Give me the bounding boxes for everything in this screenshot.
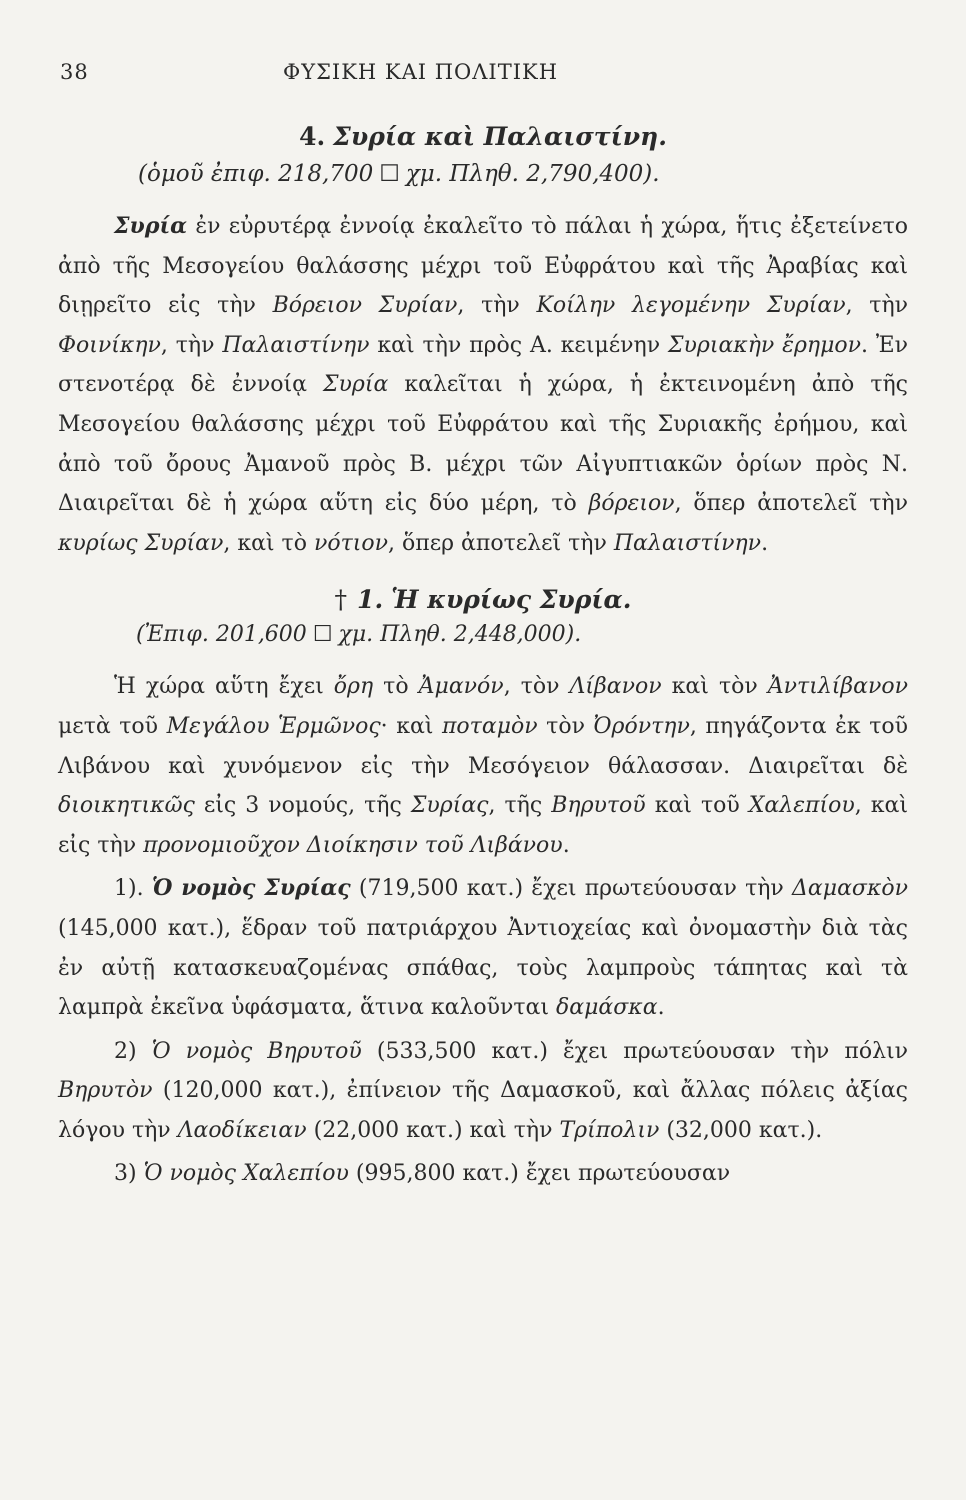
text-run: καλεῖται ἡ χώρα, ἡ ἐκτεινομένη ἀπὸ τῆς Μεσογείου θαλάσσης μέχρι τοῦ Εὐφράτου καὶ τῆς Συριακῆς ἐρήμου, καὶ ἀπὸ τοῦ ὄρους Ἀμανοῦ πρὸς Β. μέχρι τῶν Αἰγυπτιακῶν ὁρίων πρὸς Ν. Διαιρεῖται δὲ ἡ χώρα αὕτη εἰς δύο μέρη, τὸ (58, 372, 908, 517)
text-run: , καὶ εἰς τὴν (58, 793, 908, 858)
text-run: · καὶ (380, 713, 442, 739)
italic-term: Χαλεπίου (748, 793, 855, 819)
text-run: ἐν εὐρυτέρᾳ ἐννοίᾳ ἐκαλεῖτο τὸ πάλαι ἡ χώρα, ἥτις ἐξετείνετο ἀπὸ τῆς Μεσογείου θαλάσσης μέχρι τοῦ Εὐφράτου καὶ τῆς Ἀραβίας καὶ διῃρεῖτο εἰς τὴν (58, 214, 908, 319)
text-run: , καὶ τὸ (223, 530, 314, 556)
text-run: . (761, 530, 769, 556)
text-run: , τὴν (845, 293, 909, 319)
text-run: μετὰ τοῦ (58, 713, 167, 739)
italic-term: Συρία (322, 372, 389, 398)
subsection-number: 1. (357, 585, 384, 615)
italic-term: βόρειον (588, 491, 675, 517)
text-run: (22,000 κατ.) καὶ τὴν (306, 1117, 560, 1143)
section-area-open: (ὁμοῦ ἐπιφ. 218,700 (138, 161, 374, 187)
italic-term: Λαοδίκειαν (177, 1117, 307, 1143)
square-icon: ☐ (312, 622, 333, 648)
italic-term: ποταμὸν (441, 713, 538, 739)
italic-term: Βηρυτὸν (58, 1078, 153, 1104)
italic-term: Ἀμανόν (418, 674, 504, 700)
text-run: καὶ τοῦ (645, 793, 749, 819)
subsection-heading (58, 585, 908, 614)
italic-term: ὄρη (333, 674, 374, 700)
italic-term: Ὁ νομὸς Βηρυτοῦ (151, 1038, 362, 1064)
text-run: (995,800 κατ.) ἔχει πρωτεύουσαν (348, 1161, 731, 1187)
italic-term: κυρίως Συρίαν (58, 530, 224, 556)
cross-mark: † (334, 585, 348, 615)
text-run: (719,500 κατ.) ἔχει πρωτεύουσαν τὴν (350, 876, 793, 902)
italic-term: Τρίπολιν (559, 1117, 660, 1143)
text-run: (145,000 κατ.), ἕδραν τοῦ πατριάρχου Ἀντιοχείας καὶ ὀνομαστὴν διὰ τὰς ἐν αὐτῇ κατασκευαζομένας σπάθας, τοὺς λαμπροὺς τάπητας καὶ τὰ λαμπρὰ ἐκεῖνα ὑφάσματα, ἅτινα καλοῦνται (58, 915, 908, 1021)
section-title: Συρία καὶ Παλαιστίνη. (333, 122, 667, 151)
text-run: , τὴν (457, 293, 537, 319)
italic-term: Φοινίκην (58, 332, 161, 358)
italic-term: προνομιοῦχον Διοίκησιν τοῦ Λιβάνου (143, 832, 563, 858)
text-run: . Ἐν στενοτέρᾳ δὲ ἐννοίᾳ (58, 332, 908, 398)
text-run: , πηγάζοντα ἐκ τοῦ Λιβάνου καὶ χυνόμενον εἰς τὴν Μεσόγειον θάλασσαν. Διαιρεῖται δὲ (58, 713, 908, 779)
italic-term: Ἀντιλίβανον (767, 674, 908, 700)
document-page (58, 52, 908, 1194)
italic-term: Παλαιστίνην (222, 332, 370, 358)
text-run: , ὅπερ ἀποτελεῖ τὴν (388, 530, 614, 556)
subsection-area-open: (Ἐπιφ. 201,600 (136, 622, 307, 648)
text-run: , τὴν (160, 332, 223, 358)
text-run: καὶ τὸν (661, 674, 768, 700)
italic-term: Βηρυτοῦ (551, 793, 646, 819)
text-run: καὶ τὴν πρὸς Α. κειμένην (369, 332, 668, 358)
text-run: . (562, 832, 570, 858)
square-icon: ☐ (379, 161, 400, 187)
paragraph-geography (58, 667, 908, 865)
section-area-close: χμ. Πληθ. 2,790,400). (405, 161, 660, 187)
italic-term: Συριακὴν ἔρημον (667, 332, 861, 358)
section-heading (58, 122, 908, 151)
subsection-title: Ἡ κυρίως Συρία. (391, 585, 632, 615)
text-run: , τῆς (488, 793, 552, 819)
bold-italic-term: Ὁ νομὸς Συρίας (151, 875, 351, 902)
text-run: , ὅπερ ἀποτελεῖ τὴν (674, 491, 908, 517)
italic-term: Συρίας (410, 793, 489, 819)
text-run: 2) (114, 1038, 152, 1064)
italic-term: δαμάσκα (556, 995, 658, 1021)
italic-term: νότιον (313, 530, 389, 556)
italic-term: Ὀρόντην (593, 713, 690, 739)
text-run: (120,000 κατ.), ἐπίνειον τῆς Δαμασκοῦ, καὶ ἄλλας πόλεις ἀξίας λόγου τὴν (58, 1078, 908, 1143)
section-number: 4. (299, 122, 326, 151)
text-run: (32,000 κατ.). (659, 1117, 823, 1143)
italic-term: Δαμασκὸν (792, 876, 908, 902)
text-run: τὸ (373, 674, 419, 700)
running-head (58, 52, 908, 92)
paragraph-syria-prefecture (58, 869, 908, 1027)
page-number: 38 (60, 60, 89, 84)
subsection-area-line (58, 622, 908, 647)
paragraph-intro (58, 207, 908, 563)
italic-term: Παλαιστίνην (613, 530, 762, 556)
text-run: 1). (114, 876, 152, 902)
text-run: 3) (114, 1161, 144, 1187)
subsection-area-close: χμ. Πληθ. 2,448,000). (338, 622, 582, 648)
italic-term: Ὁ νομὸς Χαλεπίου (143, 1161, 349, 1187)
italic-term: Λίβανον (569, 674, 662, 700)
text-run: , τὸν (503, 674, 570, 700)
running-title: ΦΥΣΙΚΗ ΚΑΙ ΠΟΛΙΤΙΚΗ (283, 60, 559, 84)
italic-term: Μεγάλου Ἑρμῶνος (166, 713, 381, 739)
text-run: . (657, 995, 665, 1021)
text-run: (533,500 κατ.) ἔχει πρωτεύουσαν τὴν πόλιν (361, 1038, 909, 1064)
text-run: τὸν (537, 713, 594, 739)
italic-term: διοικητικῶς (58, 793, 195, 819)
lead-term: Συρία (114, 213, 188, 239)
text-run: Ἡ χώρα αὕτη ἔχει (114, 674, 334, 700)
paragraph-aleppo-prefecture (58, 1154, 908, 1194)
italic-term: Κοίλην λεγομένην Συρίαν (536, 293, 846, 319)
italic-term: Βόρειον Συρίαν (272, 293, 458, 319)
section-area-line (58, 161, 908, 187)
text-run: εἰς 3 νομούς, τῆς (194, 793, 411, 819)
paragraph-beirut-prefecture (58, 1032, 908, 1151)
